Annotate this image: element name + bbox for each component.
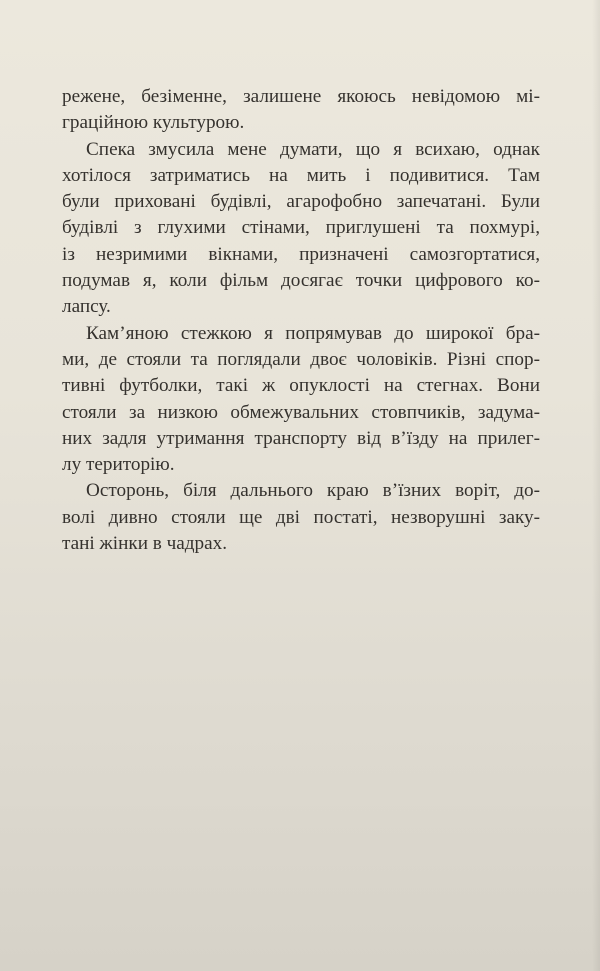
text-line: лу територію. [62, 454, 175, 476]
text-line: подумав я, коли фільм досягає точки цифрового ко- [62, 270, 540, 292]
page-edge-shadow [592, 0, 600, 971]
text-line: граційною культурою. [62, 112, 245, 134]
text-line: них задля утримання транспорту від в’їзду на прилег- [62, 427, 540, 449]
paragraph [62, 84, 540, 137]
text-line: хотілося затриматись на мить і подивитися. Там [62, 164, 540, 186]
text-line: стояли за низкою обмежувальних стовпчиків, задума- [62, 401, 540, 423]
paragraph [62, 321, 540, 479]
text-line: будівлі з глухими стінами, приглушені та похмурі, [62, 217, 540, 239]
text-line: ми, де стояли та поглядали двоє чоловіків. Різні спор- [62, 348, 540, 370]
text-line: тивні футболки, такі ж опуклості на стегнах. Вони [62, 375, 540, 397]
text-line: волі дивно стояли ще дві постаті, незворушні заку- [62, 506, 540, 528]
text-line: Осторонь, біля дальнього краю в’їзних воріт, до- [86, 480, 540, 502]
paragraph [62, 137, 540, 321]
text-line: Кам’яною стежкою я попрямував до широкої бра- [86, 322, 540, 344]
text-line: лапсу. [62, 296, 111, 318]
paragraph [62, 478, 540, 557]
text-line: були приховані будівлі, агарофобно запечатані. Були [62, 191, 540, 213]
text-line: режене, безіменне, залишене якоюсь невідомою мі- [62, 86, 540, 107]
text-line: Спека змусила мене думати, що я всихаю, однак [86, 138, 540, 160]
text-line: тані жінки в чадрах. [62, 533, 228, 555]
text-line: із незримими вікнами, призначені самозгортатися, [62, 243, 540, 265]
book-page-text [62, 84, 540, 557]
